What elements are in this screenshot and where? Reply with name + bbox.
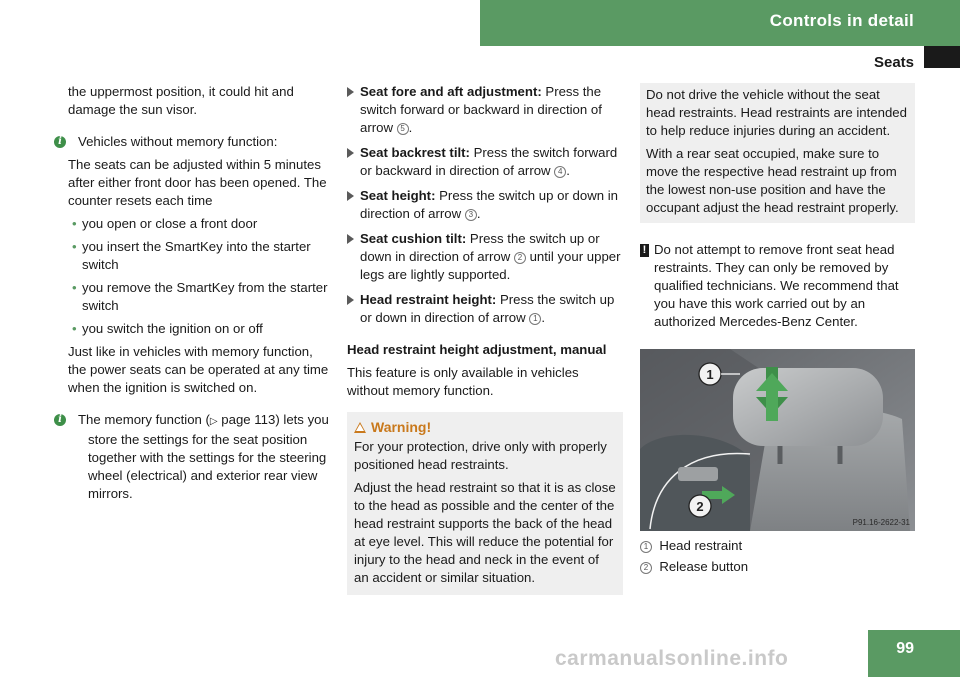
- box-text-1: Do not drive the vehicle without the seat head restraints. Head restraints are intended to help reduce injuries during an accident.: [646, 87, 907, 138]
- callout-number: 4: [554, 166, 566, 178]
- step-item: Seat cushion tilt: Press the switch up or down in direction of arrow 2 until your upper legs are lightly supported.: [347, 230, 623, 284]
- callout-number: 1: [529, 313, 541, 325]
- column-left: [58, 83, 331, 503]
- head-restraint-figure: [640, 349, 915, 531]
- subsection-title: Seats: [873, 54, 914, 71]
- info-note-2: [58, 411, 331, 503]
- warning-box: [347, 412, 623, 595]
- section-heading: Head restraint height adjustment, manual: [347, 342, 607, 357]
- info-note-1: [58, 133, 331, 397]
- list-item: • you remove the SmartKey from the starter switch: [68, 279, 331, 315]
- callout-number: 2: [640, 562, 652, 574]
- column-right: [640, 83, 915, 579]
- warning-triangle-icon: [354, 422, 366, 433]
- box-text-2: With a rear seat occupied, make sure to move the respective head restraint up from the lowest non-use position and have the occupant adjust the head restraint properly.: [646, 146, 899, 215]
- page-ref-arrow-icon: ▷: [209, 416, 218, 427]
- warning-text-2: Adjust the head restraint so that it is as close to the head as possible and the center of the head restraint supports the back of the head at eye level. This will reduce the potential for injury to the head and neck in the event of an accident or similar situation.: [354, 480, 616, 585]
- exclamation-icon: !: [640, 244, 649, 257]
- callout-number: 2: [514, 252, 526, 264]
- intro-text: the uppermost position, it could hit and damage the sun visor.: [68, 84, 294, 117]
- step-arrow-icon: [347, 148, 354, 158]
- step-item: Seat fore and aft adjustment: Press the switch forward or backward in direction of arrow 5 .: [347, 83, 623, 137]
- callout-number: 3: [465, 209, 477, 221]
- info-icon: i: [54, 136, 66, 148]
- warning-continuation-box: [640, 83, 915, 223]
- callout-number: 5: [397, 123, 409, 135]
- step-item: Seat backrest tilt: Press the switch forward or backward in direction of arrow 4 .: [347, 144, 623, 180]
- figure-callout-1: 1: [706, 367, 714, 382]
- legend-item: 1 Head restraint: [640, 537, 915, 555]
- list-item: • you insert the SmartKey into the starter switch: [68, 238, 331, 274]
- list-item: • you open or close a front door: [68, 215, 331, 233]
- seat-illustration: [640, 349, 915, 531]
- step-item: Seat height: Press the switch up or down in direction of arrow 3 .: [347, 187, 623, 223]
- page-reference-link[interactable]: page 113: [221, 412, 276, 427]
- info-1-heading: Vehicles without memory function:: [78, 134, 278, 149]
- figure-code: P91.16-2622-31: [852, 518, 910, 527]
- figure-legend: [640, 537, 915, 576]
- step-arrow-icon: [347, 191, 354, 201]
- step-arrow-icon: [347, 87, 354, 97]
- info-1-body: The seats can be adjusted within 5 minutes after either front door has been opened. The counter resets each time: [68, 157, 327, 208]
- step-item: Head restraint height: Press the switch up or down in direction of arrow 1 .: [347, 291, 623, 327]
- list-item: • you switch the ignition on or off: [68, 320, 331, 338]
- page-number: 99: [896, 640, 914, 657]
- step-arrow-icon: [347, 234, 354, 244]
- legend-item: 2 Release button: [640, 558, 915, 576]
- step-arrow-icon: [347, 295, 354, 305]
- subsection-marker: [924, 46, 960, 68]
- warning-heading: Warning!: [354, 418, 616, 436]
- info-2-text: The memory function (▷ page 113) lets you store the settings for the seat position together with the settings for the steering wheel (electrical) and exterior rear view mirrors.: [78, 412, 329, 501]
- callout-number: 1: [640, 541, 652, 553]
- notice-text: Do not attempt to remove front seat head restraints. They can only be removed by qualified technicians. We recommend that you have this work carried out by an authorized Mercedes-Benz Center.: [654, 242, 899, 329]
- info-1-tail: Just like in vehicles with memory function, the power seats can be operated at any time when the ignition is switched on.: [68, 344, 329, 395]
- section-title: Controls in detail: [769, 11, 914, 30]
- page-number-box: [868, 630, 960, 677]
- figure-callout-2: 2: [696, 499, 704, 514]
- watermark: carmanualsonline.info: [555, 647, 789, 670]
- section-body: This feature is only available in vehicles without memory function.: [347, 365, 579, 398]
- column-middle: [347, 83, 623, 595]
- warning-text-1: For your protection, drive only with properly positioned head restraints.: [354, 439, 607, 472]
- notice-block: [640, 241, 915, 331]
- info-icon: i: [54, 414, 66, 426]
